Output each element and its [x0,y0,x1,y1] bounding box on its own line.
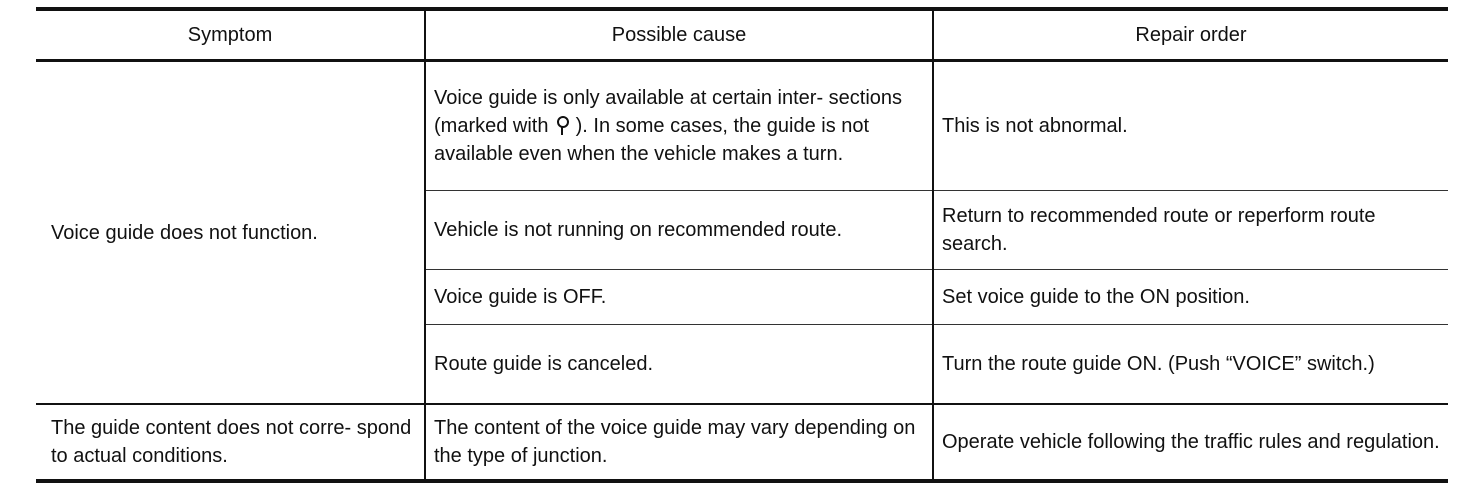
repair-cell: Turn the route guide ON. (Push “VOICE” switch.) [933,325,1448,405]
cause-cell: Voice guide is OFF. [425,270,933,325]
cause-cell [425,61,933,191]
troubleshooting-table [36,7,1448,483]
header-repair-order: Repair order [933,9,1448,61]
cause-cell: Route guide is canceled. [425,325,933,405]
cause-text-continued: ). In some cases, the guide is not available even when the vehicle makes a turn. [434,115,870,165]
repair-cell: Set voice guide to the ON position. [933,270,1448,325]
repair-cell: Return to recommended route or reperform route search. [933,191,1448,270]
header-row [36,9,1448,61]
header-possible-cause: Possible cause [425,9,933,61]
table-row [36,61,1448,191]
repair-cell: Operate vehicle following the traffic rules and regulation. [933,404,1448,481]
intersection-marker-icon [555,116,569,134]
header-symptom: Symptom [36,9,425,61]
table-row [36,404,1448,481]
symptom-cell: The guide content does not corre- spond to actual conditions. [36,404,425,481]
repair-cell: This is not abnormal. [933,61,1448,191]
symptom-cell: Voice guide does not function. [36,61,425,405]
cause-text: Voice guide is only available at certain inter- sections (marked with [434,87,903,137]
cause-cell: Vehicle is not running on recommended route. [425,191,933,270]
cause-cell: The content of the voice guide may vary depending on the type of junction. [425,404,933,481]
